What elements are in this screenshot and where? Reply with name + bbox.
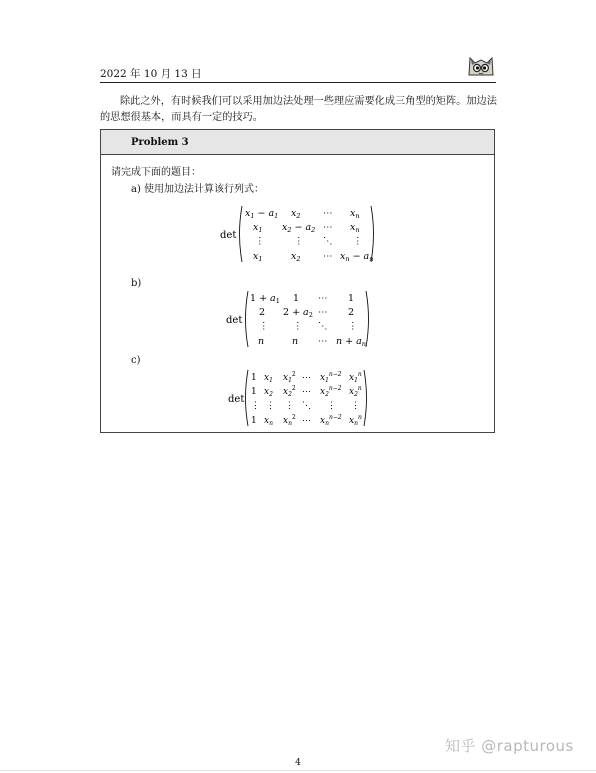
watermark: 知乎 @rapturous [445, 737, 574, 755]
svg-text:x1n: $x_1^n$ [349, 371, 362, 384]
svg-text:⋯: ⋯ [302, 416, 311, 426]
svg-text:⋮: ⋮ [259, 321, 269, 332]
svg-text:x2n−2: $x_2^{n-2}$ [320, 385, 342, 398]
svg-text:1 + a1: $1 + a_1$ [250, 293, 280, 305]
svg-text:x2: $x_2$ [291, 208, 301, 220]
svg-text:n + an: $n + a_n$ [336, 336, 366, 348]
det-label: det [220, 230, 237, 241]
problem-box [100, 129, 495, 433]
svg-text:⋯: ⋯ [302, 373, 311, 383]
header-date: 2022 年 10 月 13 日 [100, 68, 202, 80]
svg-text:⋱: ⋱ [323, 236, 333, 247]
svg-text:⋯: ⋯ [318, 307, 328, 318]
svg-text:1: 1 [348, 293, 355, 304]
svg-text:x1: $x_1$ [253, 222, 263, 234]
task-instruction: 请完成下面的题目： [111, 167, 201, 178]
svg-text:2: 2 [259, 307, 266, 318]
part-b-label: b) [131, 278, 142, 289]
svg-text:xnn−2: $x_n^{n-2}$ [320, 414, 342, 427]
svg-text:x1n−2: $x_1^{n-2}$ [320, 371, 342, 384]
svg-text:⋮: ⋮ [327, 401, 336, 411]
svg-text:xn2: $x_n^2$ [283, 414, 296, 427]
svg-text:n: n [258, 336, 265, 347]
svg-text:⋯: ⋯ [323, 208, 333, 219]
cat-mascot-icon [466, 50, 496, 78]
det-label: det [228, 394, 245, 405]
part-a-label: a) 使用加边法计算该行列式： [131, 184, 265, 195]
page-bottom-divider [0, 770, 596, 771]
intro-paragraph: 除此之外，有时候我们可以采用加边法处理一些理应需要化成三角型的矩阵。加边法的思想很基本，而具有一定的技巧。 [100, 96, 497, 123]
svg-text:⋯: ⋯ [323, 251, 333, 262]
svg-text:x2: $x_2$ [291, 251, 301, 263]
svg-text:⋱: ⋱ [302, 401, 311, 411]
svg-text:n: n [292, 336, 299, 347]
svg-text:⋮: ⋮ [293, 321, 303, 332]
svg-text:⋮: ⋮ [255, 236, 265, 247]
svg-text:x1 − a1: $x_1 - a_1$ [245, 208, 279, 220]
determinant-a [216, 203, 376, 265]
page-number: 4 [295, 758, 301, 768]
svg-text:xn − an: $x_n - a_n$ [340, 251, 374, 263]
svg-text:2: 2 [348, 307, 355, 318]
svg-text:xnn: $x_n^n$ [349, 414, 362, 427]
svg-text:xn: $x_n$ [350, 222, 360, 234]
determinant-b [222, 288, 372, 350]
svg-text:⋮: ⋮ [353, 236, 363, 247]
svg-text:x2 − a2: $x_2 - a_2$ [282, 222, 316, 234]
svg-text:2 + a2: $2 + a_2$ [283, 307, 313, 319]
svg-text:xn: $x_n$ [264, 416, 273, 427]
page-header [100, 66, 496, 83]
svg-text:⋮: ⋮ [294, 236, 304, 247]
det-label: det [226, 315, 243, 326]
svg-text:x12: $x_1^2$ [283, 371, 296, 384]
svg-text:1: 1 [251, 373, 257, 383]
svg-text:x2: $x_2$ [264, 387, 273, 398]
svg-text:⋮: ⋮ [251, 401, 260, 411]
problem-title: Problem 3 [101, 130, 494, 155]
svg-text:⋮: ⋮ [285, 401, 294, 411]
svg-text:x1: $x_1$ [253, 251, 263, 263]
svg-text:⋮: ⋮ [266, 401, 275, 411]
svg-text:xn: $x_n$ [350, 208, 360, 220]
part-c-label: c) [131, 355, 141, 366]
svg-text:1: 1 [293, 293, 300, 304]
svg-text:1: 1 [251, 416, 257, 426]
svg-text:⋯: ⋯ [302, 387, 311, 397]
svg-text:⋮: ⋮ [351, 401, 360, 411]
svg-text:⋯: ⋯ [318, 293, 328, 304]
svg-text:x2n: $x_2^n$ [349, 385, 362, 398]
svg-text:⋮: ⋮ [348, 321, 358, 332]
svg-text:1: 1 [251, 387, 257, 397]
svg-text:⋱: ⋱ [318, 321, 328, 332]
determinant-c [224, 367, 374, 429]
svg-text:⋯: ⋯ [323, 222, 333, 233]
svg-text:x22: $x_2^2$ [283, 385, 296, 398]
svg-text:x1: $x_1$ [264, 373, 273, 384]
svg-text:⋯: ⋯ [318, 336, 328, 347]
